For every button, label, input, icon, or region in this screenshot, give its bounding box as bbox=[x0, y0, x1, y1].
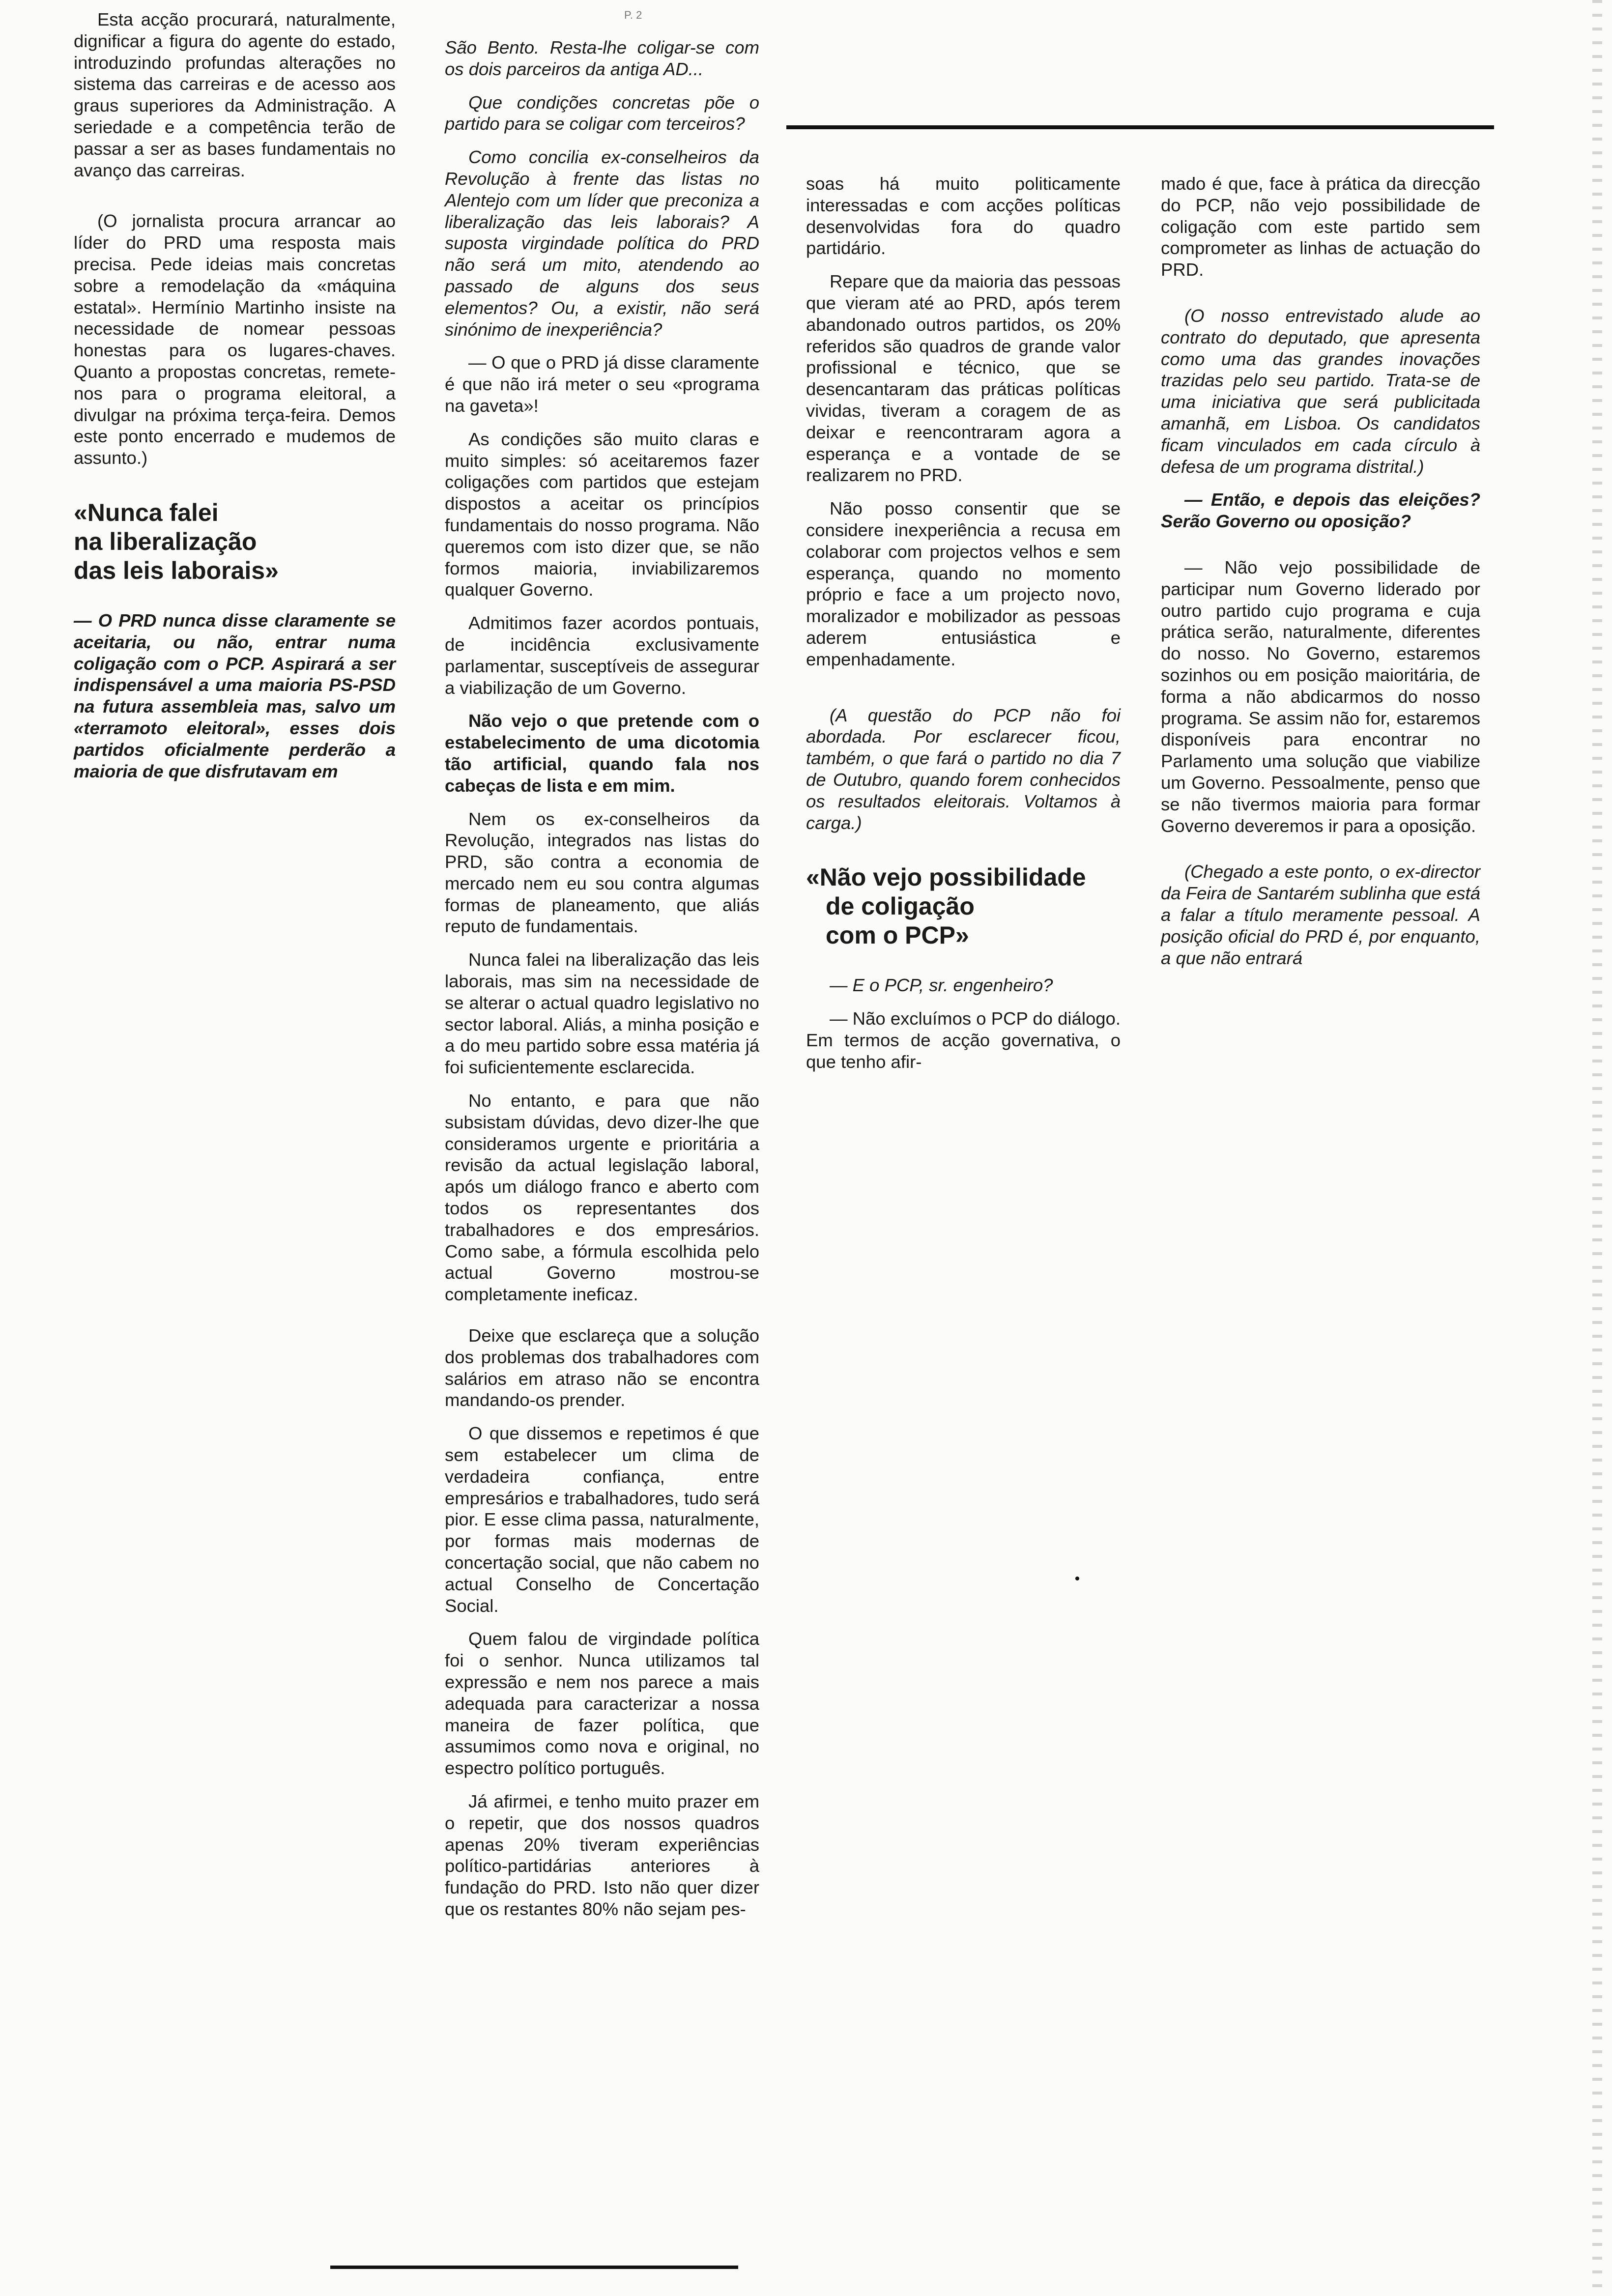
col1-paragraph: (O jornalista procura arrancar ao líder do PRD uma resposta mais precisa. Pede ideias mais concretas sobre a remodelação da «máquina estatal». Hermínio Martinho insiste na necessidade de nomear pessoas honestas para os lugares-chaves. Quanto a propostas concretas, remete-nos para o programa eleitoral, a divulgar na próxima terça-feira. Demos este ponto encerrado e mudemos de assunto.) bbox=[74, 211, 396, 468]
col4-question: — Então, e depois das eleições? Serão Governo ou oposição? bbox=[1161, 489, 1480, 532]
col1-subheading: «Nunca falei na liberalização das leis laborais» bbox=[74, 498, 279, 584]
col3-editorial-note: (A questão do PCP não foi abordada. Por esclarecer ficou, também, o que fará o partido no dia 7 de Outubro, quando forem conhecidos os resultados eleitorais. Voltamos à carga.) bbox=[806, 705, 1121, 833]
col2-answer: — O que o PRD já disse claramente é que não irá meter o seu «programa na gaveta»! bbox=[445, 352, 759, 416]
col3-paragraph: Não posso consentir que se considere inexperiência a recusa em colaborar com projectos velhos e sem esperança, quando no momento próprio e face a um projecto novo, moralizador e mobilizador as pessoas aderem entusiástica e empenhadamente. bbox=[806, 498, 1121, 669]
col3-subheading: «Não vejo possibilidade de coligação com o PCP» bbox=[806, 863, 1086, 949]
col3-question: — E o PCP, sr. engenheiro? bbox=[830, 975, 1053, 996]
col2-paragraph: No entanto, e para que não subsistam dúvidas, devo dizer-lhe que consideramos urgente e prioritária a revisão da actual legislação laboral, após um diálogo franco e aberto com todos os representantes dos trabalhadores e dos empresários. Como sabe, a fórmula escolhida pelo actual Governo mostrou-se completamente ineficaz. bbox=[445, 1091, 759, 1305]
col2-paragraph: Deixe que esclareça que a solução dos problemas dos trabalhadores com salários em atraso não se encontra mandando-os prender. bbox=[445, 1325, 759, 1410]
column-4 bbox=[1161, 173, 1480, 980]
col3-answer: — Não excluímos o PCP do diálogo. Em termos de acção governativa, o que tenho afir- bbox=[806, 1008, 1121, 1072]
col1-question: — O PRD nunca disse claramente se aceitaria, ou não, entrar numa coligação com o PCP. Aspirará a ser indispensável a uma maioria PS-PSD na futura assembleia mas, salvo um «terramoto eleitoral», esses dois partidos oficialmente perderão a maioria de que disfrutavam em bbox=[74, 610, 396, 781]
print-speck bbox=[1075, 1577, 1079, 1580]
col2-paragraph: Nunca falei na liberalização das leis laborais, mas sim na necessidade de se alterar o actual quadro legislativo no sector laboral. Aliás, a minha posição e a do meu partido sobre essa matéria já foi suficientemente esclarecida. bbox=[445, 949, 759, 1078]
col2-question: São Bento. Resta-lhe coligar-se com os dois parceiros da antiga AD... bbox=[445, 37, 759, 79]
column-1 bbox=[74, 9, 396, 794]
col4-editorial-note: (O nosso entrevistado alude ao contrato do deputado, que apresenta como uma das grandes inovações trazidas pelo seu partido. Trata-se de uma iniciativa que será publicitada amanhã, em Lisboa. Os candidatos ficam vinculados em cada círculo à defesa de um programa distrital.) bbox=[1161, 305, 1480, 477]
col2-paragraph: Não vejo o que pretende com o estabelecimento de uma dicotomia tão artificial, quando fala nos cabeças de lista e em mim. bbox=[445, 711, 759, 796]
col2-paragraph: As condições são muito claras e muito simples: só aceitaremos fazer coligações com partidos que estejam dispostos a aceitar os princípios fundamentais do nosso programa. Não queremos com isto dizer que, se não formos maioria, inviabilizaremos qualquer Governo. bbox=[445, 429, 759, 600]
col4-paragraph: mado é que, face à prática da direcção do PCP, não vejo possibilidade de coligação com este partido sem comprometer as linhas de actuação do PRD. bbox=[1161, 173, 1480, 280]
top-section-rule bbox=[786, 125, 1494, 129]
col1-paragraph: Esta acção procurará, naturalmente, dignificar a figura do agente do estado, introduzindo profundas alterações no sistema das carreiras e de acesso aos graus superiores da Administração. A seriedade e a competência terão de passar a ser as bases fundamentais no avanço das carreiras. bbox=[74, 9, 396, 180]
col2-paragraph: Admitimos fazer acordos pontuais, de incidência exclusivamente parlamentar, susceptíveis de assegurar a viabilização de um Governo. bbox=[445, 613, 759, 698]
col2-paragraph: Quem falou de virgindade política foi o senhor. Nunca utilizamos tal expressão e nem nos parece a mais adequada para caracterizar a nossa maneira de fazer política, que assumimos como nova e original, no espectro político português. bbox=[445, 1629, 759, 1779]
page-margin-marks bbox=[1592, 0, 1602, 2296]
col4-editorial-note: (Chegado a este ponto, o ex-director da Feira de Santarém sublinha que está a falar a título meramente pessoal. A posição oficial do PRD é, por enquanto, a que não entrará bbox=[1161, 861, 1480, 968]
column-2-bottom-rule bbox=[330, 2266, 738, 2269]
col3-paragraph: soas há muito politicamente interessadas e com acções políticas desenvolvidas fora do quadro partidário. bbox=[806, 173, 1121, 258]
col2-paragraph: O que dissemos e repetimos é que sem estabelecer um clima de verdadeira confiança, entre empresários e trabalhadores, tudo será pior. E esse clima passa, naturalmente, por formas mais modernas de concertação social, que não cabem no actual Conselho de Concertação Social. bbox=[445, 1423, 759, 1616]
col2-paragraph: Já afirmei, e tenho muito prazer em o repetir, que dos nossos quadros apenas 20% tiveram experiências político-partidárias anteriores à fundação do PRD. Isto não quer dizer que os restantes 80% não sejam pes- bbox=[445, 1791, 759, 1919]
col4-answer: — Não vejo possibilidade de participar num Governo liderado por outro partido cujo programa e cuja prática serão, naturalmente, diferentes do nosso. No Governo, estaremos sozinhos ou em posição maioritária, de forma a não abdicarmos do nosso programa. Se assim não for, estaremos disponíveis para encontrar no Parlamento uma solução que viabilize um Governo. Pessoalmente, penso que se não tivermos maioria para formar Governo deveremos ir para a oposição. bbox=[1161, 557, 1480, 836]
column-3 bbox=[806, 173, 1121, 1085]
col2-paragraph: Nem os ex-conselheiros da Revolução, integrados nas listas do PRD, são contra a economia de mercado nem eu sou contra algumas formas de planeamento, que aliás reputo de fundamentais. bbox=[445, 808, 759, 937]
column-2 bbox=[445, 37, 759, 1932]
col2-question: Como concilia ex-conselheiros da Revolução à frente das listas no Alentejo com um líder que preconiza a liberalização das leis laborais? A suposta virgindade política do PRD não será um mito, atendendo ao passado de alguns dos seus elementos? Ou, a existir, não será sinónimo de inexperiência? bbox=[445, 147, 759, 340]
col3-paragraph: Repare que da maioria das pessoas que vieram até ao PRD, após terem abandonado outros partidos, os 20% referidos são quadros de grande valor profissional e técnico, que se desencantaram das práticas políticas vividas, tiveram a coragem de as deixar e reencontraram agora a esperança e a vontade de se realizarem no PRD. bbox=[806, 271, 1121, 486]
page-kicker: P. 2 bbox=[624, 9, 642, 21]
col2-question: Que condições concretas põe o partido para se coligar com terceiros? bbox=[445, 92, 759, 134]
